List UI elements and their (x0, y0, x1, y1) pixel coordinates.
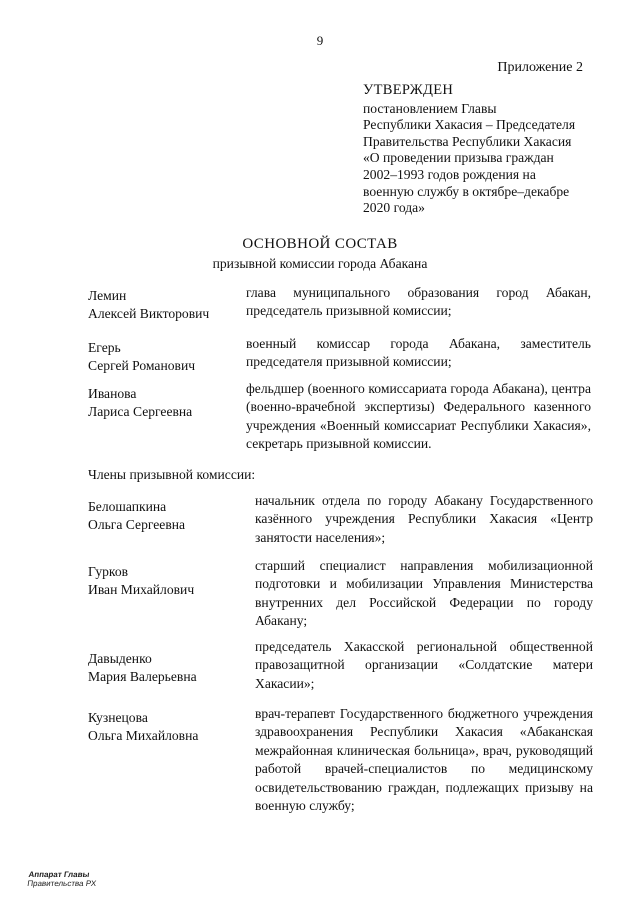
person-role: фельдшер (военного комиссариата города Абакана), центра (военно-врачебной экспертизы) Федерального казенного учреждения «Военный комиссариат Республики Хакасия», секретарь призывной комиссии. (246, 381, 591, 452)
person-given-name: Мария Валерьевна (88, 669, 197, 684)
heading-title: ОСНОВНОЙ СОСТАВ (242, 236, 398, 252)
person-given-name: Ольга Михайловна (88, 728, 199, 743)
person-given-name: Ольга Сергеевна (88, 517, 186, 532)
person-surname: Кузнецова (88, 710, 148, 725)
person-name (88, 650, 258, 686)
person-given-name: Лариса Сергеевна (88, 404, 193, 419)
person-surname: Гурков (88, 564, 129, 579)
person-name (88, 563, 258, 599)
person-surname: Давыденко (88, 651, 152, 666)
approval-line: Правительства Республики Хакасия (363, 133, 572, 149)
person-given-name: Алексей Викторович (88, 306, 210, 321)
person-name (88, 339, 258, 375)
approval-line: 2020 года» (363, 200, 425, 216)
person-role: глава муниципального образования город Абакан, председатель призывной комиссии; (246, 285, 591, 319)
approval-line: Республики Хакасия – Председателя (363, 117, 576, 133)
approval-title: УТВЕРЖДЕН (363, 82, 454, 98)
heading-subtitle: призывной комиссии города Абакана (212, 256, 428, 271)
stamp-line: Аппарат Главы (28, 870, 91, 879)
document-heading (0, 236, 640, 272)
person-surname: Лемин (88, 288, 127, 303)
person-name (88, 498, 258, 534)
office-stamp (27, 870, 98, 888)
person-name (88, 385, 258, 421)
approval-line: 2002–1993 годов рождения на (363, 166, 536, 182)
person-given-name: Сергей Романович (88, 358, 196, 373)
person-surname: Белошапкина (88, 499, 167, 514)
members-label: Члены призывной комиссии: (88, 467, 256, 482)
approval-line: военную службу в октябре–декабре (363, 183, 570, 199)
person-surname: Иванова (88, 386, 137, 401)
person-name (88, 287, 258, 323)
person-role: военный комиссар города Абакана, заместитель председателя призывной комиссии; (246, 336, 591, 370)
approval-block (363, 82, 593, 217)
person-role: врач-терапевт Государственного бюджетного учреждения здравоохранения Республики Хакасия «Абаканская межрайонная клиническая больница», врач, руководящий работой врачей-специалистов по медицинскому освидетельствованию граждан, подлежащих призыву на военную службу; (255, 706, 593, 814)
approval-line: постановлением Главы (363, 100, 497, 116)
stamp-line: Правительства РХ (26, 879, 97, 888)
appendix-label: Приложение 2 (497, 60, 583, 75)
person-surname: Егерь (88, 340, 121, 355)
person-name (88, 709, 258, 745)
approval-line: «О проведении призыва граждан (363, 150, 554, 166)
person-role: начальник отдела по городу Абакану Государственного казённого учреждения Республики Хакасия «Центр занятости населения»; (255, 493, 593, 545)
person-role: председатель Хакасской региональной общественной правозащитной организации «Солдатские матери Хакасии»; (255, 639, 593, 691)
person-role: старший специалист направления мобилизационной подготовки и мобилизации Управления Министерства внутренних дел Российской Федерации по городу Абакану; (255, 558, 593, 629)
person-given-name: Иван Михайлович (88, 582, 195, 597)
page-number: 9 (316, 33, 324, 48)
